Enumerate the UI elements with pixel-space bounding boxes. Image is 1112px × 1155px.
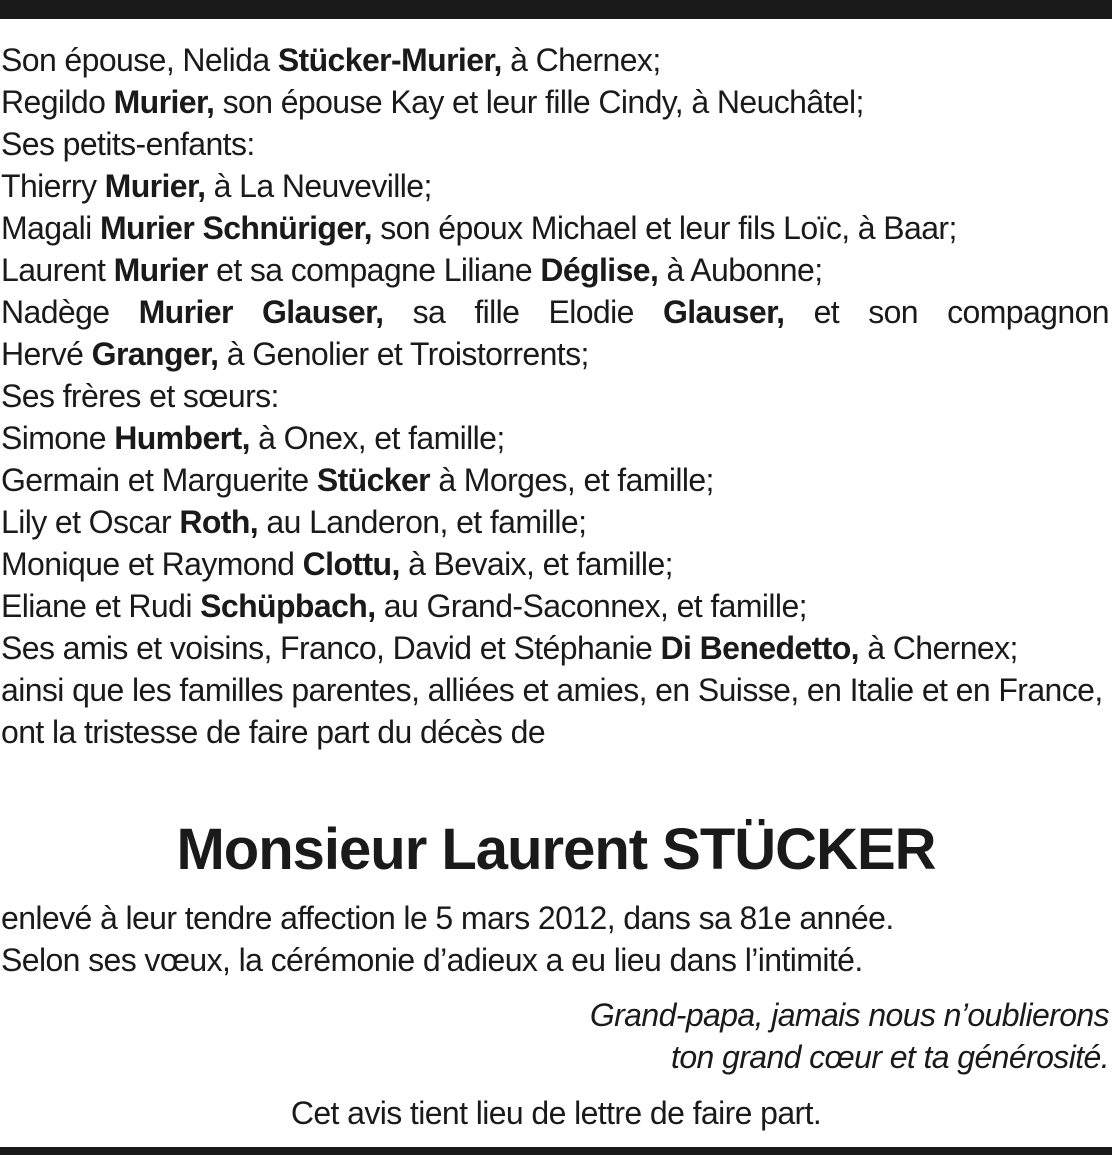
quote-line: Grand-papa, jamais nous n’oublierons	[589, 997, 1109, 1033]
text-run: Nadège	[1, 294, 110, 330]
surname: Schüpbach,	[200, 588, 376, 624]
family-line	[1, 123, 1109, 165]
quote	[590, 994, 1109, 1078]
surname: Humbert,	[114, 420, 250, 456]
text-run: Lily et Oscar	[1, 504, 180, 540]
family-line	[1, 165, 1109, 207]
text-run: Regildo	[1, 84, 114, 120]
text-run: à Aubonne;	[658, 252, 823, 288]
family-line	[1, 501, 1109, 543]
text-run: à Morges, et famille;	[430, 462, 714, 498]
family-line	[1, 81, 1109, 123]
family-line	[1, 207, 1109, 249]
surname: Roth,	[179, 504, 259, 540]
text-run: Thierry	[1, 168, 105, 204]
text-run: son époux Michael et leur fils Loïc, à Baar;	[371, 210, 957, 246]
family-line	[1, 711, 1109, 753]
family-line	[1, 669, 1109, 711]
surname: Di Benedetto,	[660, 630, 859, 666]
family-line	[1, 417, 1109, 459]
family-line	[1, 333, 1109, 375]
closing-note: Cet avis tient lieu de lettre de faire part.	[290, 1095, 822, 1131]
text-run: Laurent	[1, 252, 114, 288]
text-run: Eliane et Rudi	[1, 588, 201, 624]
text-run: à Chernex;	[858, 630, 1018, 666]
family-line	[1, 543, 1109, 585]
text-run: et	[813, 294, 840, 330]
text-run: compagnon	[947, 294, 1109, 330]
family-line	[1, 627, 1109, 669]
surname: Murier,	[104, 168, 206, 204]
text-run: Simone	[1, 420, 115, 456]
surname: Glauser,	[261, 294, 384, 330]
text-run: à La Neuveville;	[205, 168, 432, 204]
text-run: au Landeron, et famille;	[258, 504, 587, 540]
text-run: sa	[412, 294, 446, 330]
family-line	[1, 39, 1109, 81]
surname: Granger,	[91, 336, 219, 372]
family-line	[1, 375, 1109, 417]
text-run: Germain et Marguerite	[1, 462, 317, 498]
text-run: son	[868, 294, 918, 330]
text-run: Monique et Raymond	[1, 546, 303, 582]
text-run: à Bevaix, et famille;	[399, 546, 673, 582]
surname: Glauser,	[662, 294, 785, 330]
details-line-ceremony: Selon ses vœux, la cérémonie d’adieux a eu lieu dans l’intimité.	[1, 942, 863, 978]
text-run: son épouse Kay et leur fille Cindy, à Neuchâtel;	[214, 84, 864, 120]
text-run: Ses amis et voisins, Franco, David et Stéphanie	[1, 630, 661, 666]
surname: Murier	[113, 252, 208, 288]
top-rule	[0, 0, 1112, 19]
text-run: Ses petits-enfants:	[1, 126, 255, 162]
text-run: au Grand-Saconnex, et famille;	[375, 588, 807, 624]
surname: Murier,	[113, 84, 215, 120]
text-run: à Onex, et famille;	[249, 420, 505, 456]
text-run: Hervé	[1, 336, 92, 372]
text-run: Son épouse, Nelida	[1, 42, 278, 78]
bottom-rule	[0, 1147, 1112, 1155]
text-run: Elodie	[548, 294, 634, 330]
text-run: et sa compagne Liliane	[207, 252, 541, 288]
text-run: Ses frères et sœurs:	[1, 378, 279, 414]
surname: Déglise,	[540, 252, 659, 288]
surname: Clottu,	[302, 546, 400, 582]
details-line-date: enlevé à leur tendre affection le 5 mars 2012, dans sa 81e année.	[1, 900, 894, 936]
family-line	[1, 291, 1109, 333]
quote-line: ton grand cœur et ta générosité.	[671, 1039, 1109, 1075]
deceased-name: Monsieur Laurent STÜCKER	[176, 817, 936, 882]
family-line	[1, 585, 1109, 627]
surname: Murier Schnüriger,	[99, 210, 372, 246]
surname: Stücker-Murier,	[277, 42, 502, 78]
surname: Murier	[138, 294, 233, 330]
text-run: à Genolier et Troistorrents;	[218, 336, 589, 372]
death-details	[1, 897, 1109, 981]
family-list	[1, 39, 1109, 753]
surname: Stücker	[316, 462, 431, 498]
family-line	[1, 459, 1109, 501]
family-line	[1, 249, 1109, 291]
text-run: fille	[474, 294, 520, 330]
text-run: ont la tristesse de faire part du décès de	[1, 714, 546, 750]
text-run: ainsi que les familles parentes, alliées et amies, en Suisse, en Italie et en France,	[1, 672, 1103, 708]
text-run: à Chernex;	[501, 42, 661, 78]
text-run: Magali	[1, 210, 100, 246]
